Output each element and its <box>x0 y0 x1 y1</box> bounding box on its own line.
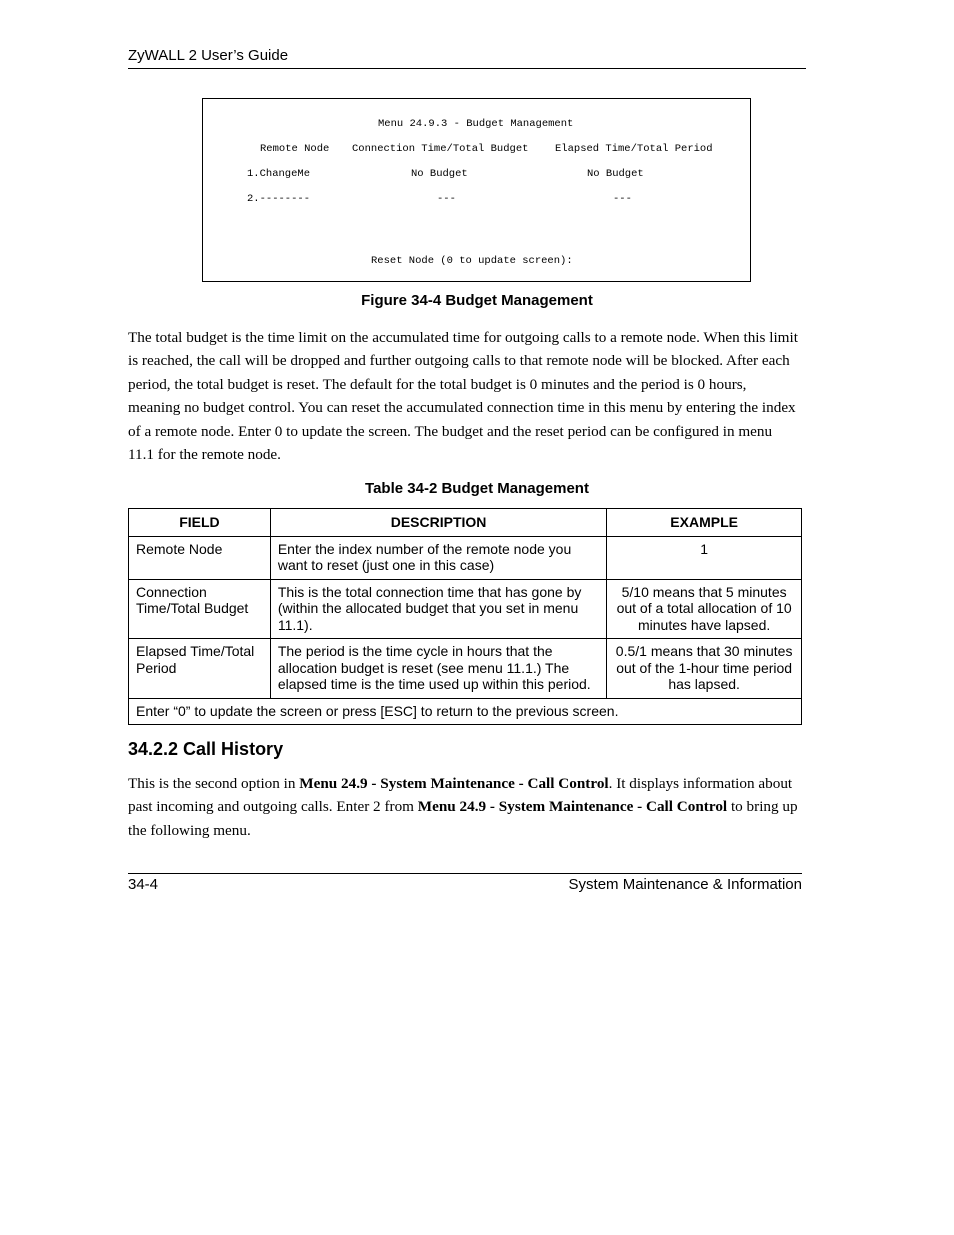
figure-caption: Figure 34-4 Budget Management <box>361 292 593 309</box>
terminal-row-node: 1.ChangeMe <box>247 168 311 180</box>
table-footer-note: Enter “0” to update the screen or press [ESC] to return to the previous screen. <box>129 698 802 725</box>
terminal-col-elapsed: Elapsed Time/Total Period <box>555 143 713 155</box>
table-cell-description: Enter the index number of the remote node you want to reset (just one in this case) <box>270 536 606 579</box>
menu-reference: Menu 24.9 - System Maintenance - Call Control <box>417 798 728 816</box>
table-cell-description: The period is the time cycle in hours that the allocation budget is reset (see menu 11.1.) The elapsed time is the time used up within this period. <box>270 639 606 699</box>
call-history-text: . It displays information about past incoming and outgoing calls. Enter 2 from <box>128 775 793 816</box>
table-cell-description: This is the total connection time that has gone by (within the allocated budget that you set in menu 11.1). <box>270 579 606 639</box>
table-cell-field: Remote Node <box>129 536 271 579</box>
terminal-row-elapsed: No Budget <box>587 168 644 180</box>
table-header-description: DESCRIPTION <box>270 509 606 537</box>
table-row <box>129 579 802 639</box>
budget-paragraph: The total budget is the time limit on the accumulated time for outgoing calls to a remote node. When this limit is reached, the call will be dropped and further outgoing calls to that remote node will be blocked. After each period, the total budget is reset. The default for the total budget is 0 minutes and the period is 0 hours, meaning no budget control. You can reset the accumulated connection time in this menu by entering the index of a remote node. Enter 0 to update the screen. The budget and the reset period can be configured in menu 11.1 for the remote node. <box>128 329 798 464</box>
terminal-prompt: Reset Node (0 to update screen): <box>371 255 573 267</box>
terminal-row-connection: --- <box>437 193 456 205</box>
table-cell-example: 1 <box>607 536 802 579</box>
table-header-field: FIELD <box>129 509 271 537</box>
table-footer-row <box>129 698 802 725</box>
terminal-col-connection: Connection Time/Total Budget <box>352 143 529 155</box>
table-cell-example: 0.5/1 means that 30 minutes out of the 1-hour time period has lapsed. <box>607 639 802 699</box>
terminal-row-connection: No Budget <box>411 168 468 180</box>
menu-reference: Menu 24.9 - System Maintenance - Call Control <box>299 775 609 792</box>
page-footer <box>128 873 802 898</box>
budget-management-table <box>128 508 802 725</box>
table-cell-field: Elapsed Time/Total Period <box>129 639 271 699</box>
table-header-example: EXAMPLE <box>607 509 802 537</box>
page-header <box>128 46 806 69</box>
table-caption: Table 34-2 Budget Management <box>365 480 589 497</box>
header-title: ZyWALL 2 User’s Guide <box>128 47 289 64</box>
table-cell-field: Connection Time/Total Budget <box>129 579 271 639</box>
table-header-row <box>129 509 802 537</box>
call-history-paragraph <box>128 772 800 842</box>
page-number: 34-4 <box>128 876 159 893</box>
call-history-text: to bring up the following menu. <box>128 798 798 839</box>
terminal-row-node: 2.-------- <box>247 193 311 205</box>
terminal-row-elapsed: --- <box>613 193 632 205</box>
table-row <box>129 639 802 699</box>
chapter-title: System Maintenance & Information <box>568 876 802 893</box>
section-heading: 34.2.2 Call History <box>128 739 284 759</box>
table-cell-example: 5/10 means that 5 minutes out of a total allocation of 10 minutes have lapsed. <box>607 579 802 639</box>
call-history-text: This is the second option in <box>128 775 300 792</box>
terminal-screen <box>202 98 751 282</box>
terminal-menu-title: Menu 24.9.3 - Budget Management <box>378 118 574 130</box>
terminal-col-remote-node: Remote Node <box>260 143 330 155</box>
table-row <box>129 536 802 579</box>
